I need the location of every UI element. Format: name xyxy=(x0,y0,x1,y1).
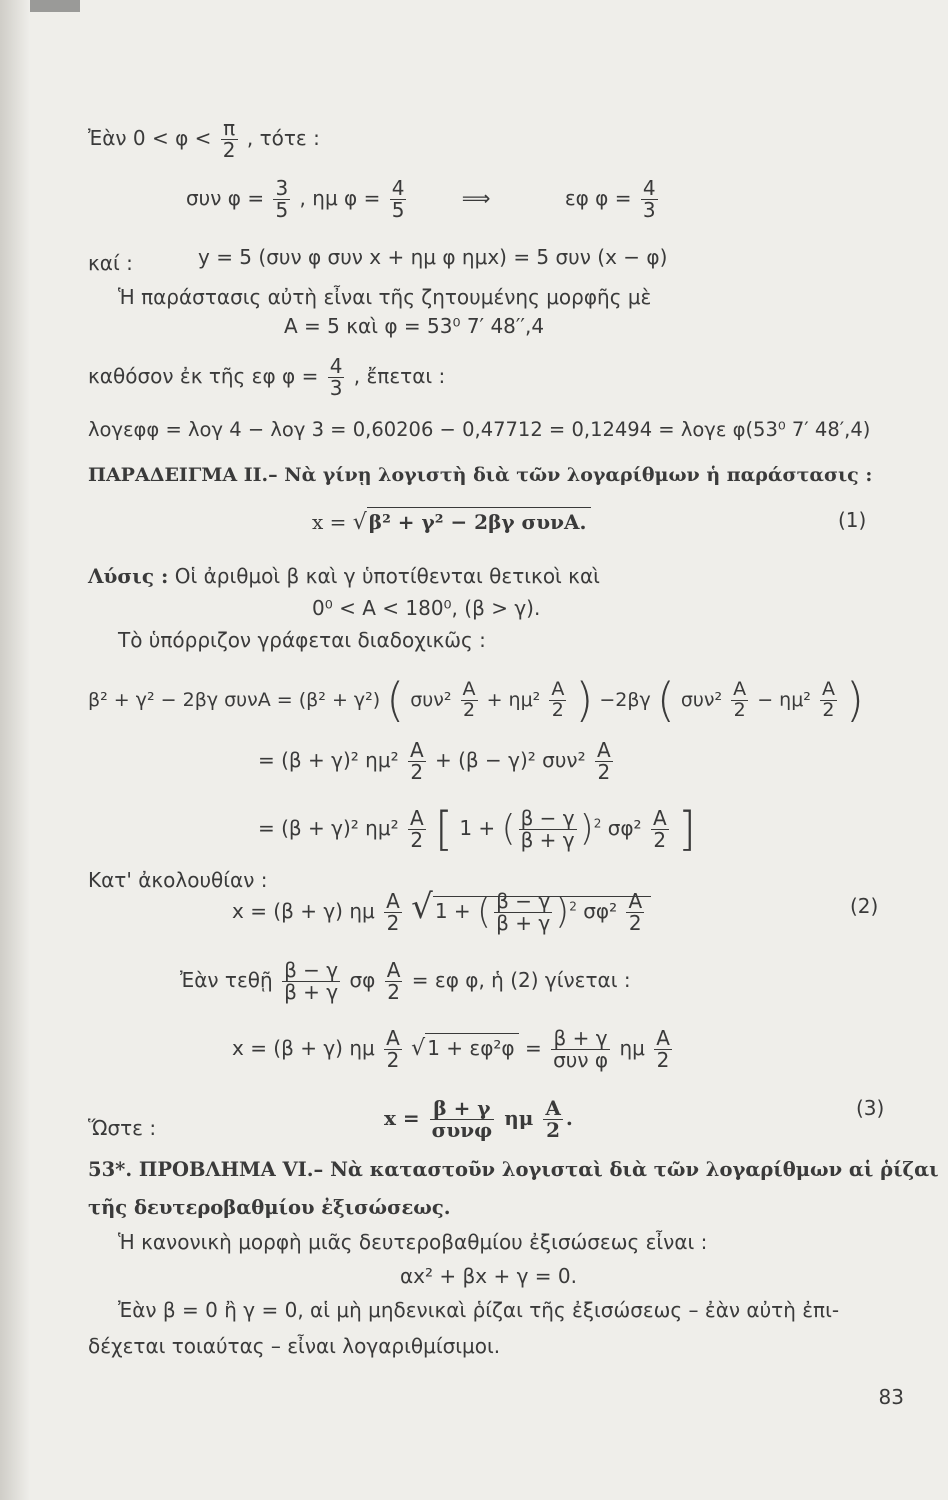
text-line: Ἐὰν β = 0 ἢ γ = 0, αἱ μὴ μηδενικαὶ ῥίζαι τῆς ἐξισώσεως – ἐὰν αὐτὴ ἐπι- xyxy=(118,1298,840,1322)
paren: ) xyxy=(579,808,594,850)
paren: ) xyxy=(575,673,594,728)
text: ημ xyxy=(504,1106,534,1130)
numerator: A xyxy=(386,889,400,913)
numerator: 4 xyxy=(642,176,656,200)
text: x = xyxy=(384,1106,420,1130)
equation-line: A = 5 καὶ φ = 53⁰ 7′ 48′′,4 xyxy=(284,314,545,338)
section-heading: 53*. ΠΡΟΒΛΗΜΑ VI.– Νὰ καταστοῦν λογισταὶ διὰ τῶν λογαρίθμων αἱ ῥίζαι xyxy=(88,1158,939,1181)
text: + (β − γ)² συν² xyxy=(435,748,586,772)
numerator: A xyxy=(386,958,401,982)
text: , ημ φ = xyxy=(299,186,381,210)
paren: ) xyxy=(846,673,864,728)
numerator: β − γ xyxy=(520,806,575,830)
fraction xyxy=(731,680,748,721)
denominator: 2 xyxy=(384,912,402,934)
sqrt-sign: √ xyxy=(411,887,433,927)
numerator: A xyxy=(409,738,424,762)
numerator: A xyxy=(821,678,835,700)
denominator: 2 xyxy=(408,829,426,851)
page-number: 83 xyxy=(878,1385,904,1409)
fraction xyxy=(408,808,426,851)
numerator: 3 xyxy=(275,176,289,200)
text: − ημ² xyxy=(757,688,811,711)
radicand: 1 + ( $\frac{\beta - \gamma}{\beta + \gamma}$ )$^2$ σφ² $\frac{A}{2}$ xyxy=(433,896,651,923)
text: συν φ = xyxy=(186,186,265,210)
numerator: A xyxy=(409,806,424,830)
text: καθόσον ἐκ τῆς εφ φ = xyxy=(88,364,319,388)
numerator: A xyxy=(545,1096,561,1120)
numerator: π xyxy=(223,116,236,140)
fraction xyxy=(519,808,577,851)
sqrt-sign: √ xyxy=(352,510,367,535)
text: −2βγ xyxy=(599,688,651,711)
fraction xyxy=(282,960,340,1003)
fraction xyxy=(820,680,837,721)
text: 1 + xyxy=(459,816,496,840)
sqrt-sign: √ xyxy=(411,1036,426,1061)
numerator: A xyxy=(596,738,611,762)
fraction xyxy=(551,1028,610,1071)
denominator: 3 xyxy=(642,198,656,222)
bracket: [ xyxy=(435,802,453,857)
text: συν² xyxy=(410,688,452,711)
denominator: 2 xyxy=(731,700,748,721)
scan-shadow xyxy=(0,0,30,1500)
radicand: β² + γ² − 2βγ συνA. xyxy=(367,507,591,534)
text-line: Ἡ παράστασις αὐτὴ εἶναι τῆς ζητουμένης μορφῆς μὲ xyxy=(118,285,652,309)
paren: ( xyxy=(386,673,405,728)
fraction xyxy=(384,891,402,934)
text-line: Ὥστε : xyxy=(88,1116,157,1140)
equation-line: = (β + γ)² ημ² $\frac{A}{2}$ [ 1 + ( $\frac{\beta - \gamma}{\beta + \gamma}$ )$^2$ σφ² $\frac{A}{2}$ ] xyxy=(258,802,696,857)
text: x = (β + γ) ημ xyxy=(232,1036,375,1060)
denominator: β + γ xyxy=(496,911,551,935)
fraction xyxy=(221,118,238,161)
numerator: A xyxy=(462,678,476,700)
text: + ημ² xyxy=(486,688,541,711)
text: , τότε : xyxy=(246,126,320,150)
equation-line: λογεφφ = λογ 4 − λογ 3 = 0,60206 − 0,47712 = 0,12494 = λογε φ(53⁰ 7′ 48′,4) xyxy=(88,418,871,441)
text: x = (β + γ) ημ xyxy=(232,899,375,923)
text: = (β + γ)² ημ² xyxy=(258,816,399,840)
fraction xyxy=(641,178,658,221)
equation-line xyxy=(232,1028,675,1071)
numerator: β − γ xyxy=(284,958,339,982)
denominator: 2 xyxy=(626,912,644,934)
denominator: 5 xyxy=(275,198,289,222)
fraction xyxy=(626,891,644,934)
section-heading: τῆς δευτεροβαθμίου ἐξισώσεως. xyxy=(88,1196,451,1219)
numerator: β + γ xyxy=(553,1026,608,1050)
text: 1 + xyxy=(434,899,471,923)
solution-label: Λύσις : xyxy=(88,564,169,588)
text: x = xyxy=(312,510,347,534)
numerator: A xyxy=(551,678,565,700)
text-line xyxy=(88,356,445,399)
text: Ἐὰν 0 < φ < xyxy=(88,126,212,150)
text: β² + γ² − 2βγ συνA = (β² + γ²) xyxy=(88,688,381,711)
text: ημ xyxy=(619,1036,645,1060)
equation-line: y = 5 (συν φ συν x + ημ φ ημx) = 5 συν (x − φ) xyxy=(198,245,668,269)
numerator: β + γ xyxy=(433,1096,491,1120)
fraction xyxy=(384,1028,402,1071)
text-line xyxy=(88,118,320,161)
denominator: 2 xyxy=(543,1119,563,1141)
numerator: A xyxy=(652,806,667,830)
numerator: A xyxy=(628,889,643,913)
denominator: 5 xyxy=(391,198,405,222)
equation-line xyxy=(258,740,616,783)
implies-arrow: ⟹ xyxy=(461,186,491,210)
section-heading: ΠΑΡΑΔΕΙΓΜΑ II.– Νὰ γίνῃ λογιστὴ διὰ τῶν λογαρίθμων ἡ παράστασις : xyxy=(88,464,873,486)
fraction xyxy=(543,1098,563,1141)
text-line: Τὸ ὑπόρριζον γράφεται διαδοχικῶς : xyxy=(118,628,486,652)
text: εφ φ = xyxy=(564,186,632,210)
text-line: Κατ' ἀκολουθίαν : xyxy=(88,868,268,892)
numerator: 4 xyxy=(329,354,343,378)
denominator: 2 xyxy=(408,761,426,783)
denominator: β + γ xyxy=(520,828,575,852)
text: = (β + γ)² ημ² xyxy=(258,748,399,772)
fraction xyxy=(595,740,613,783)
equation-line xyxy=(186,178,661,221)
equation-line: x = $\frac{\beta + \gamma}{\text{συνφ}}$ ημ $\frac{A}{2}$ . xyxy=(384,1096,573,1142)
text-line: δέχεται τοιαύτας – εἶναι λογαριθμίσιμοι. xyxy=(88,1334,501,1358)
text: σφ xyxy=(349,968,376,992)
denominator: 2 xyxy=(820,700,837,721)
denominator: 2 xyxy=(384,1049,402,1071)
text: Ἐὰν τεθῇ xyxy=(180,968,273,992)
denominator: 2 xyxy=(385,981,403,1003)
equation-line: 0⁰ < A < 180⁰, (β > γ). xyxy=(312,596,541,620)
equation-number: (2) xyxy=(850,894,879,918)
text-line xyxy=(88,566,600,586)
equation-line xyxy=(312,512,591,534)
fraction xyxy=(385,960,403,1003)
numerator: A xyxy=(733,678,747,700)
equation-line xyxy=(88,673,864,728)
equation-line: αx² + βx + γ = 0. xyxy=(400,1264,577,1288)
text: = xyxy=(524,1036,542,1060)
paren: ( xyxy=(477,891,492,933)
denominator: 2 xyxy=(549,700,566,721)
equation-number: (3) xyxy=(856,1096,885,1120)
equation-line xyxy=(232,887,651,935)
text-line: Ἡ κανονικὴ μορφὴ μιᾶς δευτεροβαθμίου ἐξισώσεως εἶναι : xyxy=(118,1230,708,1254)
equation-line xyxy=(180,960,631,1003)
text: Οἱ ἀριθμοὶ β καὶ γ ὑποτίθενται θετικοὶ καὶ xyxy=(174,564,600,588)
denominator: συν φ xyxy=(553,1048,609,1072)
paren: ( xyxy=(501,808,516,850)
fraction xyxy=(328,356,345,399)
denominator: 2 xyxy=(651,829,669,851)
numerator: β − γ xyxy=(496,889,551,913)
text: , ἔπεται : xyxy=(353,364,446,388)
text: συν² xyxy=(680,688,723,711)
numerator: 4 xyxy=(391,176,405,200)
fraction xyxy=(408,740,426,783)
text-line: καί : xyxy=(88,251,133,275)
equation-number: (1) xyxy=(838,508,867,532)
denominator: 3 xyxy=(329,376,343,400)
denominator: β + γ xyxy=(284,980,339,1004)
fraction xyxy=(654,1028,672,1071)
text: σφ² xyxy=(583,899,618,923)
text: = εφ φ, ἡ (2) γίνεται : xyxy=(411,968,631,992)
fraction xyxy=(430,1098,495,1141)
numerator: A xyxy=(386,1026,400,1050)
denominator: συνφ xyxy=(431,1118,493,1142)
paren: ) xyxy=(555,891,570,933)
bracket: ] xyxy=(677,802,696,857)
fraction xyxy=(390,178,407,221)
denominator: 2 xyxy=(222,138,236,162)
denominator: 2 xyxy=(654,1049,672,1071)
fraction xyxy=(494,891,552,934)
denominator: 2 xyxy=(461,700,478,721)
fraction xyxy=(273,178,290,221)
fraction xyxy=(549,680,566,721)
numerator: A xyxy=(656,1026,670,1050)
denominator: 2 xyxy=(595,761,613,783)
paren: ( xyxy=(656,673,675,728)
text: σφ² xyxy=(607,816,642,840)
fraction xyxy=(461,680,478,721)
radicand: 1 + εφ²φ xyxy=(425,1033,518,1060)
fraction xyxy=(651,808,669,851)
